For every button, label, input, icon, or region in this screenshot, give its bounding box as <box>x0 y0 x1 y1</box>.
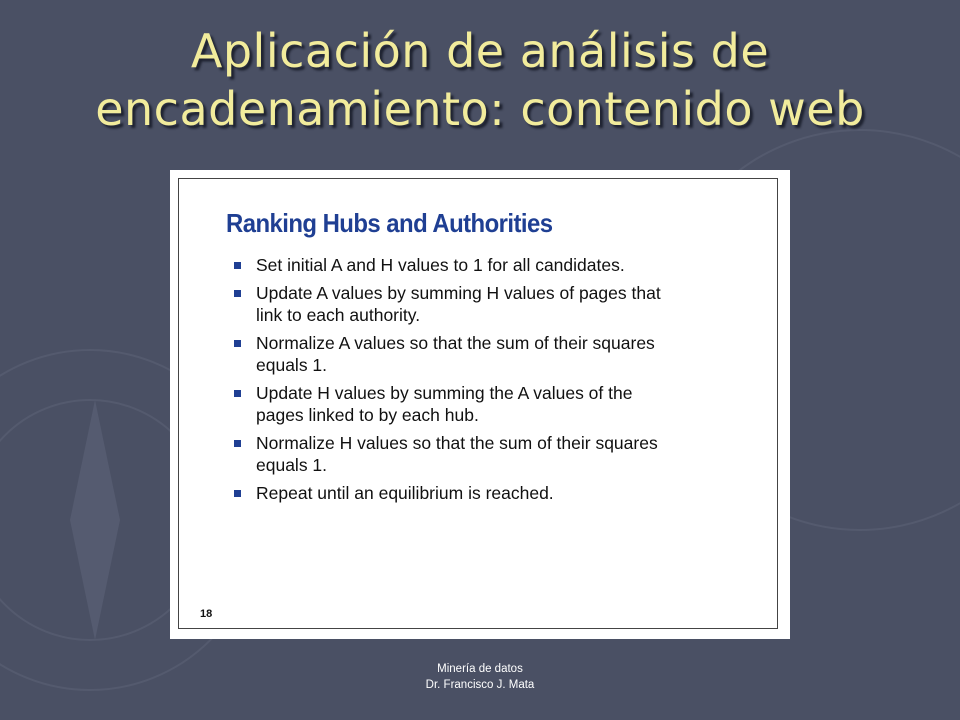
bullet-item <box>232 332 752 376</box>
slide-title <box>0 22 960 138</box>
bullet-list <box>232 254 752 510</box>
bullet-line: link to each authority. <box>256 305 421 325</box>
square-bullet-icon <box>234 340 241 347</box>
embedded-slide-image <box>170 170 790 639</box>
bullet-line: equals 1. <box>256 455 328 475</box>
bullet-item <box>232 254 752 276</box>
bullet-item <box>232 282 752 326</box>
bullet-line: Update A values by summing H values of pages that <box>256 283 661 303</box>
bullet-line: Normalize A values so that the sum of their squares <box>256 333 655 353</box>
square-bullet-icon <box>234 290 241 297</box>
bullet-item <box>232 482 752 504</box>
square-bullet-icon <box>234 440 241 447</box>
square-bullet-icon <box>234 390 241 397</box>
embedded-slide-title: Ranking Hubs and Authorities <box>226 208 553 238</box>
bullet-line: equals 1. <box>256 355 328 375</box>
bullet-line: Normalize H values so that the sum of their squares <box>256 433 658 453</box>
footer-course: Minería de datos <box>437 663 523 675</box>
bullet-line: Repeat until an equilibrium is reached. <box>256 483 554 503</box>
bullet-line: Update H values by summing the A values of the <box>256 383 633 403</box>
square-bullet-icon <box>234 490 241 497</box>
slide-footer <box>0 661 960 693</box>
square-bullet-icon <box>234 262 241 269</box>
bullet-line: Set initial A and H values to 1 for all candidates. <box>256 255 625 275</box>
embedded-page-number: 18 <box>200 608 213 620</box>
bullet-item <box>232 432 752 476</box>
slide-title-line2: encadenamiento: contenido web <box>95 82 865 136</box>
footer-author: Dr. Francisco J. Mata <box>425 679 535 691</box>
bullet-line: pages linked to by each hub. <box>256 405 479 425</box>
bullet-item <box>232 382 752 426</box>
slide-title-line1: Aplicación de análisis de <box>190 24 770 78</box>
